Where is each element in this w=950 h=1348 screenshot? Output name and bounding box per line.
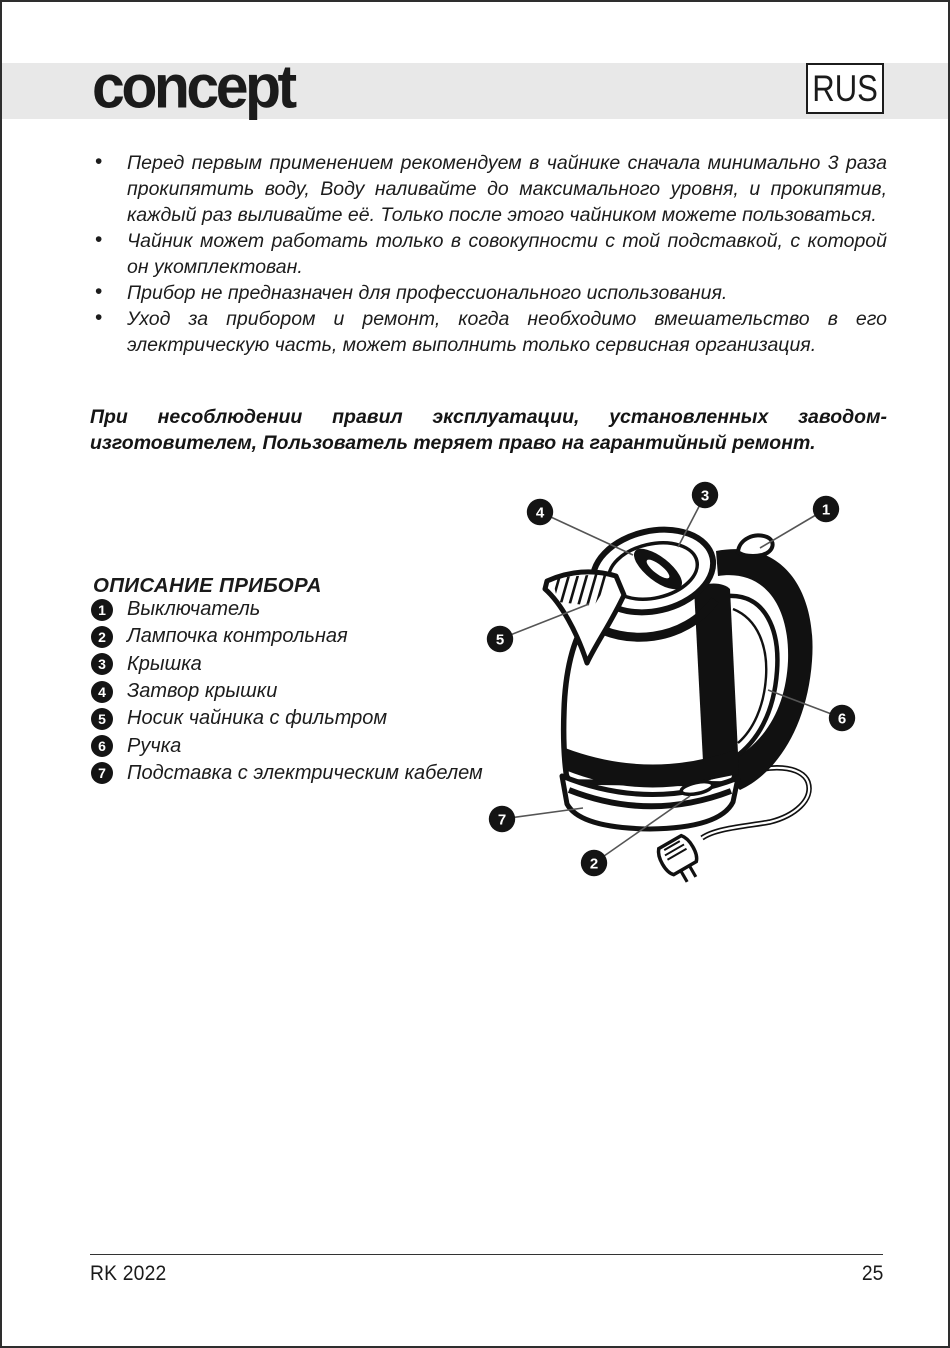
callout-number-7: 7	[497, 811, 507, 829]
callout-number-4: 4	[535, 504, 545, 522]
part-number-badge: 7	[91, 762, 113, 784]
kettle-figure	[472, 476, 892, 898]
part-label: Затвор крышки	[127, 680, 278, 703]
part-label: Носик чайника с фильтром	[127, 707, 388, 730]
callout-number-5: 5	[495, 631, 505, 649]
parts-list	[91, 596, 483, 787]
callout-number-6: 6	[837, 710, 847, 728]
warranty-warning: При несоблюдении правил эксплуатации, установленных заводом-изготовителем, Пользователь теряет право на гарантийный ремонт.	[90, 405, 887, 454]
part-number-badge: 3	[91, 653, 113, 675]
language-badge-label: RUS	[812, 67, 878, 109]
part-item	[91, 760, 483, 787]
part-number-badge: 2	[91, 626, 113, 648]
part-item	[91, 732, 483, 759]
callout-number-1: 1	[821, 501, 831, 519]
part-item	[91, 596, 483, 623]
callout-number-3: 3	[700, 487, 710, 505]
footer-rule	[90, 1254, 883, 1255]
part-item	[91, 705, 483, 732]
part-label: Выключатель	[127, 598, 261, 621]
section-heading: ОПИСАНИЕ ПРИБОРА	[93, 574, 322, 597]
bullet-item: • Чайник может работать только в совокупности с той подставкой, с которой он укомплектован.	[90, 228, 887, 280]
part-item	[91, 651, 483, 678]
footer-page-number: 25	[861, 1262, 883, 1285]
safety-bullet-list	[90, 150, 887, 358]
part-item	[91, 678, 483, 705]
part-number-badge: 1	[91, 599, 113, 621]
callout-leader-line-4	[540, 512, 633, 555]
part-label: Ручка	[127, 734, 182, 757]
part-label: Лампочка контрольная	[127, 625, 348, 648]
part-number-badge: 5	[91, 708, 113, 730]
part-label: Подставка с электрическим кабелем	[127, 761, 483, 784]
kettle-illustration	[472, 476, 892, 898]
bullet-item: • Прибор не предназначен для профессионального использования.	[90, 280, 887, 306]
footer-model: RK 2022	[90, 1262, 167, 1285]
power-switch	[738, 535, 773, 556]
brand-logo: concept	[92, 52, 294, 121]
part-label: Крышка	[127, 652, 202, 675]
callout-number-2: 2	[589, 855, 599, 873]
part-number-badge: 4	[91, 681, 113, 703]
part-number-badge: 6	[91, 735, 113, 757]
bullet-item: • Уход за прибором и ремонт, когда необходимо вмешательство в его электрическую часть, может выполнить только сервисная организация.	[90, 306, 887, 358]
part-item	[91, 623, 483, 650]
bullet-item: • Перед первым применением рекомендуем в чайнике сначала минимально 3 раза прокипятить воду, Воду наливайте до максимального уровня, и прокипятив, каждый раз выливайте её. Только после этого чайником можете пользоваться.	[90, 150, 887, 228]
language-badge	[806, 63, 884, 114]
power-plug	[655, 833, 707, 888]
